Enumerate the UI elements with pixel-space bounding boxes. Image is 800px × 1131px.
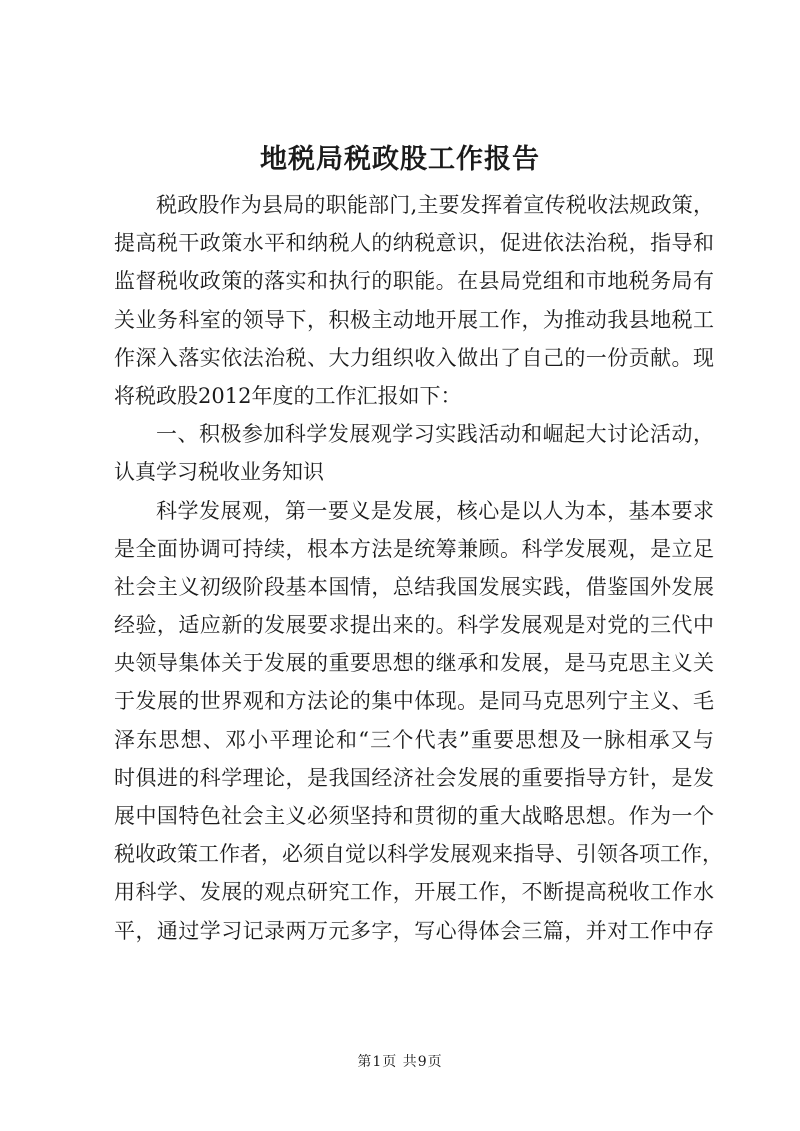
- document-title: 地税局税政股工作报告: [260, 144, 540, 175]
- paragraph-line: 税收政策工作者，必须自觉以科学发展观来指导、引领各项工作，: [114, 842, 723, 867]
- paragraph-line: 提高税干政策水平和纳税人的纳税意识，促进依法治税，指导和: [114, 231, 714, 256]
- section-heading-line: 一、积极参加科学发展观学习实践活动和崛起大讨论活动，: [156, 422, 714, 447]
- paragraph-line: 社会主义初级阶段基本国情，总结我国发展实践，借鉴国外发展: [114, 574, 714, 599]
- paragraph-line: 泽东思想、邓小平理论和“三个代表”重要思想及一脉相承又与: [114, 727, 714, 752]
- document-body: [114, 186, 723, 950]
- paragraph-line: 展中国特色社会主义必须坚持和贯彻的重大战略思想。作为一个: [114, 804, 714, 828]
- paragraph-line: 作深入落实依法治税、大力组织收入做出了自己的一份贡献。现: [114, 345, 714, 370]
- paragraph-line: 将税政股2012年度的工作汇报如下：: [114, 383, 462, 408]
- paragraph-line: 央领导集体关于发展的重要思想的继承和发展，是马克思主义关: [114, 651, 714, 676]
- paragraph-line: 是全面协调可持续，根本方法是统筹兼顾。科学发展观，是立足: [114, 536, 714, 561]
- section-heading-line: 认真学习税收业务知识: [114, 460, 324, 485]
- paragraph-line: 平，通过学习记录两万元多字，写心得体会三篇，并对工作中存: [114, 918, 714, 943]
- paragraph-line: 税政股作为县局的职能部门,主要发挥着宣传税收法规政策，: [156, 193, 714, 217]
- paragraph-line: 科学发展观，第一要义是发展，核心是以人为本，基本要求: [156, 498, 714, 523]
- paragraph-line: 经验，适应新的发展要求提出来的。科学发展观是对党的三代中: [114, 613, 714, 638]
- paragraph-line: 监督税收政策的落实和执行的职能。在县局党组和市地税务局有: [114, 269, 714, 294]
- paragraph-line: 关业务科室的领导下，积极主动地开展工作，为推动我县地税工: [114, 307, 714, 332]
- paragraph-line: 用科学、发展的观点研究工作，开展工作，不断提高税收工作水: [114, 880, 714, 905]
- page-number: 第1页 共9页: [357, 1054, 443, 1070]
- paragraph-line: 时俱进的科学理论，是我国经济社会发展的重要指导方针，是发: [114, 765, 714, 790]
- paragraph-line: 于发展的世界观和方法论的集中体现。是同马克思列宁主义、毛: [114, 689, 714, 714]
